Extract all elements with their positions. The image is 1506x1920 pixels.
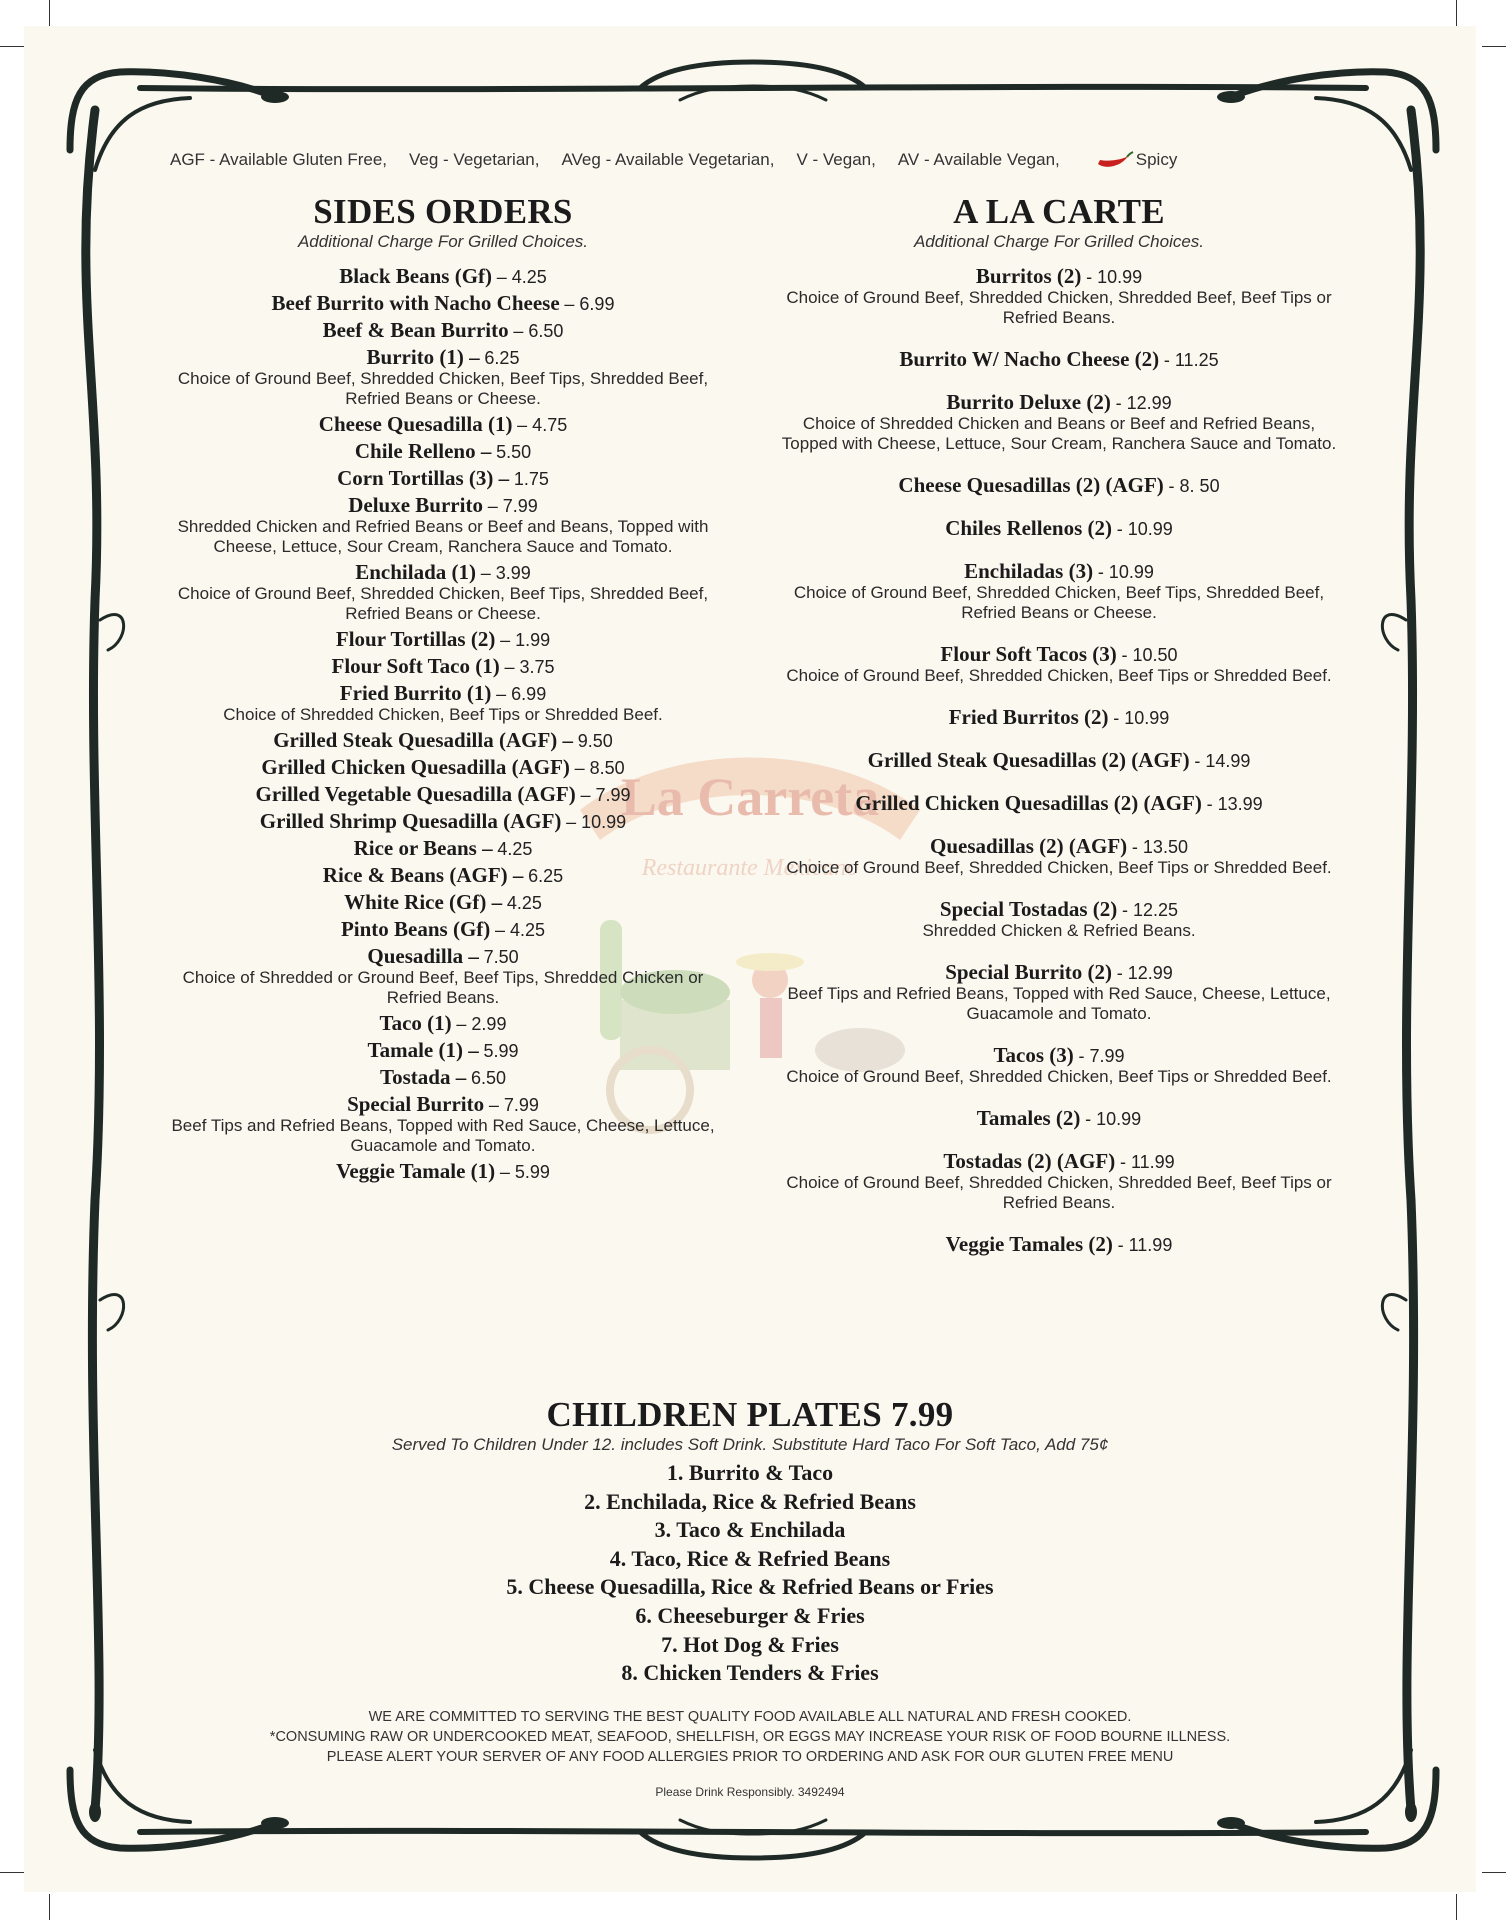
menu-item-price: 4.25 xyxy=(506,893,542,913)
children-list xyxy=(200,1459,1300,1688)
sides-orders-section xyxy=(163,192,723,1188)
menu-item-price: - 10.99 xyxy=(1116,519,1173,539)
menu-item-description: Beef Tips and Refried Beans, Topped with Red Sauce, Cheese, Lettuce, Guacamole and Tomato. xyxy=(171,1116,715,1155)
menu-item-name: Deluxe Burrito xyxy=(348,493,483,517)
menu-item xyxy=(163,892,723,914)
menu-item-price: 7.50 xyxy=(483,947,519,967)
legend-item: AVeg - Available Vegetarian, xyxy=(561,150,775,169)
sides-title: SIDES ORDERS xyxy=(313,192,573,231)
menu-item-name: Fried Burrito (1) xyxy=(339,681,492,705)
menu-item-price: - 10.99 xyxy=(1097,562,1154,582)
children-plate-item: 6. Cheeseburger & Fries xyxy=(635,1602,865,1628)
menu-item xyxy=(163,865,723,887)
menu-item xyxy=(163,266,723,288)
menu-item-name: Fried Burritos (2) xyxy=(948,705,1109,729)
menu-item-price: – 4.25 xyxy=(495,920,546,940)
menu-item xyxy=(779,1045,1339,1087)
menu-item-price: – 3.75 xyxy=(504,657,555,677)
menu-item xyxy=(163,1094,723,1156)
menu-item-price: – 8.50 xyxy=(574,758,625,778)
menu-item-price: - 10.50 xyxy=(1121,645,1178,665)
menu-item-name: Quesadilla – xyxy=(367,944,479,968)
menu-item-name: Cheese Quesadillas (2) (AGF) xyxy=(898,473,1164,497)
menu-item-price: 6.25 xyxy=(484,348,520,368)
menu-item xyxy=(779,1108,1339,1130)
menu-item-name: Burrito Deluxe (2) xyxy=(946,390,1111,414)
menu-item-name: Tamales (2) xyxy=(976,1106,1081,1130)
footer-notice xyxy=(200,1707,1300,1767)
menu-item-name: Beef Burrito with Nacho Cheese xyxy=(271,291,560,315)
menu-item xyxy=(163,495,723,557)
menu-item-price: – 4.25 xyxy=(496,267,547,287)
menu-item xyxy=(779,793,1339,815)
menu-item-name: Grilled Vegetable Quesadilla (AGF) xyxy=(255,782,576,806)
menu-item-price: - 12.99 xyxy=(1116,963,1173,983)
menu-item-description: Choice of Ground Beef, Shredded Chicken, Beef Tips or Shredded Beef. xyxy=(786,1067,1332,1086)
menu-item xyxy=(163,784,723,806)
menu-item-name: Tostada – xyxy=(380,1065,467,1089)
menu-item-name: Grilled Chicken Quesadilla (AGF) xyxy=(261,755,570,779)
legend-item: AV - Available Vegan, xyxy=(897,150,1060,169)
menu-item-name: Tostadas (2) (AGF) xyxy=(943,1149,1116,1173)
menu-item-description: Choice of Ground Beef, Shredded Chicken, Beef Tips, Shredded Beef, Refried Beans or Cheese. xyxy=(177,369,709,408)
menu-item-price: 9.50 xyxy=(577,731,613,751)
menu-item-name: Grilled Shrimp Quesadilla (AGF) xyxy=(259,809,562,833)
carte-title: A LA CARTE xyxy=(953,192,1165,231)
menu-item xyxy=(163,441,723,463)
carte-list xyxy=(779,266,1339,1256)
menu-item xyxy=(779,1151,1339,1213)
menu-item-name: Taco (1) xyxy=(379,1011,452,1035)
children-plate-item: 7. Hot Dog & Fries xyxy=(661,1631,839,1657)
spicy-legend xyxy=(1096,150,1178,170)
menu-item xyxy=(163,347,723,409)
menu-item xyxy=(163,1013,723,1035)
menu-item xyxy=(779,644,1339,686)
legend-item: AGF - Available Gluten Free, xyxy=(170,150,388,169)
menu-item-name: Cheese Quesadilla (1) xyxy=(318,412,513,436)
menu-item-name: Quesadillas (2) (AGF) xyxy=(930,834,1128,858)
menu-item xyxy=(779,349,1339,371)
menu-item-price: – 7.99 xyxy=(580,785,631,805)
footer-line: WE ARE COMMITTED TO SERVING THE BEST QUALITY FOOD AVAILABLE ALL NATURAL AND FRESH COOKED. xyxy=(368,1709,1132,1725)
menu-item-name: Tamale (1) – xyxy=(367,1038,479,1062)
menu-item-price: - 7.99 xyxy=(1078,1046,1125,1066)
menu-item-description: Choice of Ground Beef, Shredded Chicken, Shredded Beef, Beef Tips or Refried Beans. xyxy=(786,1173,1332,1212)
menu-item-price: 6.50 xyxy=(470,1068,506,1088)
legend-item: Veg - Vegetarian, xyxy=(409,150,540,169)
children-plate-item: 5. Cheese Quesadilla, Rice & Refried Beans or Fries xyxy=(506,1574,994,1600)
spicy-label: Spicy xyxy=(1135,150,1178,169)
menu-item-name: Tacos (3) xyxy=(993,1043,1074,1067)
menu-item-price: - 8. 50 xyxy=(1168,476,1220,496)
menu-item xyxy=(779,518,1339,540)
menu-item-price: – 4.75 xyxy=(517,415,568,435)
menu-item-description: Choice of Shredded or Ground Beef, Beef Tips, Shredded Chicken or Refried Beans. xyxy=(182,968,704,1007)
menu-item-description: Choice of Ground Beef, Shredded Chicken, Beef Tips or Shredded Beef. xyxy=(786,858,1332,877)
menu-item xyxy=(163,1161,723,1183)
menu-item-price: 1.75 xyxy=(513,469,549,489)
menu-item-name: Beef & Bean Burrito xyxy=(322,318,509,342)
menu-item xyxy=(163,919,723,941)
menu-item xyxy=(163,320,723,342)
menu-item xyxy=(163,414,723,436)
menu-item-price: - 11.99 xyxy=(1117,1235,1173,1255)
menu-item-name: Chiles Rellenos (2) xyxy=(945,516,1113,540)
menu-item-name: Flour Soft Taco (1) xyxy=(331,654,500,678)
menu-item-price: - 13.50 xyxy=(1131,837,1188,857)
children-subtitle: Served To Children Under 12. includes Soft Drink. Substitute Hard Taco For Soft Taco, Add 75¢ xyxy=(391,1435,1109,1454)
menu-item xyxy=(779,899,1339,941)
menu-item-price: 6.25 xyxy=(528,866,564,886)
menu-item xyxy=(779,561,1339,623)
menu-item-name: Enchiladas (3) xyxy=(964,559,1094,583)
menu-item-description: Shredded Chicken & Refried Beans. xyxy=(922,921,1196,940)
menu-item-name: Corn Tortillas (3) – xyxy=(337,466,510,490)
menu-item-price: 5.50 xyxy=(496,442,532,462)
menu-item-description: Choice of Shredded Chicken and Beans or Beef and Refried Beans, Topped with Cheese, Lettuce, Sour Cream, Ranchera Sauce and Tomato. xyxy=(781,414,1337,453)
menu-item xyxy=(779,707,1339,729)
menu-item xyxy=(779,392,1339,454)
carte-subtitle: Additional Charge For Grilled Choices. xyxy=(913,232,1205,251)
menu-item-name: Flour Soft Tacos (3) xyxy=(940,642,1117,666)
menu-item-price: – 3.99 xyxy=(480,563,531,583)
menu-item-description: Choice of Ground Beef, Shredded Chicken, Beef Tips, Shredded Beef, Refried Beans or Cheese. xyxy=(177,584,709,623)
menu-item-price: - 11.25 xyxy=(1163,350,1219,370)
menu-item xyxy=(163,811,723,833)
menu-item-name: Special Burrito (2) xyxy=(945,960,1113,984)
menu-item xyxy=(779,475,1339,497)
menu-item xyxy=(779,836,1339,878)
menu-item xyxy=(163,757,723,779)
children-plate-item: 2. Enchilada, Rice & Refried Beans xyxy=(584,1488,916,1514)
drink-responsibly-note: Please Drink Responsibly. 3492494 xyxy=(655,1785,845,1799)
menu-item-price: – 7.99 xyxy=(487,496,538,516)
menu-item-name: Burritos (2) xyxy=(975,264,1082,288)
menu-item-price: – 5.99 xyxy=(499,1162,550,1182)
menu-item xyxy=(163,656,723,678)
menu-item-description: Choice of Ground Beef, Shredded Chicken, Beef Tips, Shredded Beef, Refried Beans or Cheese. xyxy=(793,583,1325,622)
menu-item-description: Choice of Ground Beef, Shredded Chicken, Beef Tips or Shredded Beef. xyxy=(786,666,1332,685)
menu-item-price: – 7.99 xyxy=(488,1095,539,1115)
menu-item-price: – 6.50 xyxy=(513,321,564,341)
menu-item-name: Veggie Tamales (2) xyxy=(945,1232,1113,1256)
menu-item-name: Enchilada (1) xyxy=(355,560,476,584)
menu-item xyxy=(163,730,723,752)
footer-line: *CONSUMING RAW OR UNDERCOOKED MEAT, SEAFOOD, SHELLFISH, OR EGGS MAY INCREASE YOUR RISK OF FOOD BOURNE ILLNESS. xyxy=(269,1729,1231,1745)
menu-item-price: - 10.99 xyxy=(1086,267,1143,287)
legend-item: V - Vegan, xyxy=(796,150,876,169)
menu-item-name: Veggie Tamale (1) xyxy=(336,1159,496,1183)
menu-item-description: Shredded Chicken and Refried Beans or Beef and Beans, Topped with Cheese, Lettuce, Sour Cream, Ranchera Sauce and Tomato. xyxy=(177,517,709,556)
menu-item-name: Black Beans (Gf) xyxy=(339,264,493,288)
menu-item-price: - 11.99 xyxy=(1119,1152,1175,1172)
footer-line: PLEASE ALERT YOUR SERVER OF ANY FOOD ALLERGIES PRIOR TO ORDERING AND ASK FOR OUR GLUTEN FREE MENU xyxy=(326,1749,1174,1765)
logo-brand-text: La Carreta xyxy=(620,767,880,827)
menu-item xyxy=(163,629,723,651)
menu-item xyxy=(163,1067,723,1089)
children-plate-item: 3. Taco & Enchilada xyxy=(654,1517,846,1543)
menu-item xyxy=(779,266,1339,328)
menu-item xyxy=(163,683,723,725)
children-plates-section xyxy=(200,1395,1300,1688)
chili-pepper-icon xyxy=(1096,150,1134,170)
menu-item xyxy=(779,962,1339,1024)
menu-item-name: Chile Relleno – xyxy=(354,439,492,463)
menu-item-description: Beef Tips and Refried Beans, Topped with Red Sauce, Cheese, Lettuce, Guacamole and Tomato. xyxy=(787,984,1331,1023)
children-plate-item: 4. Taco, Rice & Refried Beans xyxy=(609,1545,891,1571)
logo-tagline-text: Restaurante Mexicano xyxy=(641,855,859,881)
menu-item-name: Special Burrito xyxy=(347,1092,485,1116)
menu-item-name: Grilled Chicken Quesadillas (2) (AGF) xyxy=(855,791,1202,815)
menu-item-price: - 13.99 xyxy=(1206,794,1263,814)
menu-item-name: Rice & Beans (AGF) – xyxy=(322,863,524,887)
menu-item-price: - 12.99 xyxy=(1115,393,1172,413)
menu-item-name: White Rice (Gf) – xyxy=(344,890,503,914)
menu-item-name: Burrito (1) – xyxy=(366,345,480,369)
menu-item-price: – 1.99 xyxy=(500,630,551,650)
menu-item xyxy=(163,946,723,1008)
menu-item-name: Burrito W/ Nacho Cheese (2) xyxy=(899,347,1160,371)
menu-item-price: - 10.99 xyxy=(1113,708,1170,728)
menu-item-name: Pinto Beans (Gf) xyxy=(340,917,491,941)
dietary-legend xyxy=(170,150,1340,170)
menu-item-description: Choice of Ground Beef, Shredded Chicken, Shredded Beef, Beef Tips or Refried Beans. xyxy=(786,288,1332,327)
menu-item-price: – 6.99 xyxy=(564,294,615,314)
menu-item xyxy=(779,1234,1339,1256)
menu-item-name: Flour Tortillas (2) xyxy=(335,627,496,651)
menu-item-price: - 14.99 xyxy=(1194,751,1251,771)
menu-item-description: Choice of Shredded Chicken, Beef Tips or Shredded Beef. xyxy=(223,705,663,724)
menu-item xyxy=(779,750,1339,772)
sides-subtitle: Additional Charge For Grilled Choices. xyxy=(297,232,589,251)
menu-item xyxy=(163,293,723,315)
menu-item-price: – 6.99 xyxy=(496,684,547,704)
menu-item-name: Rice or Beans – xyxy=(353,836,493,860)
children-plate-item: 1. Burrito & Taco xyxy=(666,1460,834,1485)
menu-item-name: Grilled Steak Quesadilla (AGF) – xyxy=(273,728,574,752)
menu-item xyxy=(163,1040,723,1062)
menu-item-price: - 12.25 xyxy=(1122,900,1179,920)
menu-item-name: Grilled Steak Quesadillas (2) (AGF) xyxy=(867,748,1190,772)
menu-item xyxy=(163,562,723,624)
menu-item-price: – 2.99 xyxy=(456,1014,507,1034)
menu-item-price: – 10.99 xyxy=(566,812,627,832)
menu-item-price: 4.25 xyxy=(497,839,533,859)
children-title: CHILDREN PLATES 7.99 xyxy=(546,1395,954,1434)
menu-item xyxy=(163,468,723,490)
sides-list xyxy=(163,266,723,1183)
menu-item-price: 5.99 xyxy=(483,1041,519,1061)
menu-item-name: Special Tostadas (2) xyxy=(939,897,1118,921)
menu-item xyxy=(163,838,723,860)
a-la-carte-section xyxy=(779,192,1339,1277)
menu-item-price: - 10.99 xyxy=(1085,1109,1142,1129)
children-plate-item: 8. Chicken Tenders & Fries xyxy=(621,1660,879,1686)
